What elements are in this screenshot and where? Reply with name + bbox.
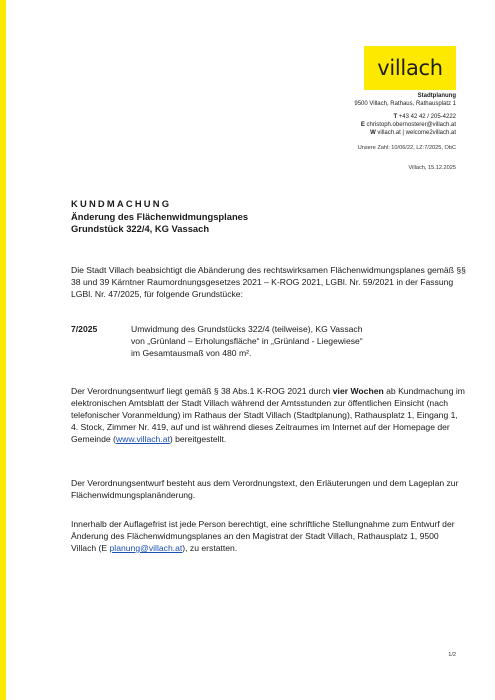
- notice-duration: vier Wochen: [332, 386, 384, 396]
- sender-email-line: [354, 121, 456, 129]
- page-number: 1/2: [448, 652, 456, 658]
- yellow-edge-bar: [0, 0, 6, 700]
- contents-paragraph: Der Verordnungsentwurf besteht aus dem Verordnungstext, den Erläuterungen und dem Lageplan zur Flächenwidmungsplanänderung.: [71, 478, 459, 500]
- web-label: W: [370, 130, 376, 136]
- intro-paragraph: Die Stadt Villach beabsichtigt die Abänderung des rechtswirksamen Flächenwidmungsplanes gemäß §§ 38 und 39 Kärntner Raumordnungsgesetzes 2021 – K-ROG 2021, LGBl. Nr. 59/2021 in der Fassung LGBl. Nr. 47/2025, für folgende Grundstücke:: [71, 265, 466, 299]
- objection-paragraph: [71, 518, 466, 554]
- email-link[interactable]: planung@villach.at: [109, 543, 183, 553]
- heading-subject: Änderung des Flächenwidmungsplanes: [71, 210, 249, 222]
- item-description: [131, 323, 391, 359]
- heading-title: KUNDMACHUNG: [71, 198, 172, 209]
- sender-phone-line: [354, 113, 456, 121]
- item-line-2: von „Grünland – Erholungsfläche“ in „Grünland - Liegewiese“: [131, 336, 363, 346]
- sender-phone: +43 42 42 / 205-4222: [398, 114, 456, 120]
- sender-email[interactable]: christoph.obernosterer@villach.at: [366, 122, 456, 128]
- item-line-1: Umwidmung des Grundstücks 322/4 (teilweise), KG Vassach: [131, 324, 363, 334]
- sender-department: Stadtplanung: [417, 93, 456, 99]
- notice-text-start: Der Verordnungsentwurf liegt gemäß § 38 Abs.1 K-ROG 2021 durch: [71, 386, 333, 396]
- objection-text-end: ), zu erstatten.: [182, 543, 238, 553]
- villach-logo: [364, 46, 456, 90]
- website-link[interactable]: www.villach.at: [115, 434, 170, 444]
- notice-text-end: ) bereitgestellt.: [169, 434, 227, 444]
- item-line-3: im Gesamtausmaß von 480 m².: [131, 348, 252, 358]
- logo-text: villach: [377, 56, 443, 80]
- reference-number: Unsere Zahl: 10/06/22, LZ:7/2025, ObC: [357, 145, 456, 151]
- place-date: Villach, 15.12.2025: [408, 165, 456, 171]
- sender-address: 9500 Villach, Rathaus, Rathausplatz 1: [354, 101, 456, 107]
- objection-text-start: Innerhalb der Auflagefrist ist jede Person berechtigt, eine schriftliche Stellungnahme zum Entwurf der Änderung des Flächenwidmungsplanes an den Magistrat der Stadt Villach, Rathausplatz 1, 9500 Villach (E: [71, 519, 455, 553]
- sender-block: [354, 92, 456, 137]
- display-notice-paragraph: [71, 385, 466, 445]
- announcement-heading: [71, 198, 248, 236]
- heading-parcel: Grundstück 322/4, KG Vassach: [71, 223, 210, 234]
- item-number: 7/2025: [71, 324, 98, 334]
- phone-label: T: [393, 114, 398, 120]
- email-label: E: [360, 122, 365, 128]
- sender-web-line: [354, 129, 456, 137]
- sender-web[interactable]: villach.at | welcome2villach.at: [377, 130, 456, 136]
- notice-text-middle: ab Kundmachung im elektronischen Amtsblatt der Stadt Villach während der Amtsstunden zur öffentlichen Einsicht (nach telefonischer Voranmeldung) im Rathaus der Stadt Villach (Stadtplanung), Rathausplatz 1, Eingang 1, 4. Stock, Zimmer Nr. 419, auf und ist während dieses Zeitraumes im Internet auf der Homepage der Gemeinde (: [71, 386, 465, 444]
